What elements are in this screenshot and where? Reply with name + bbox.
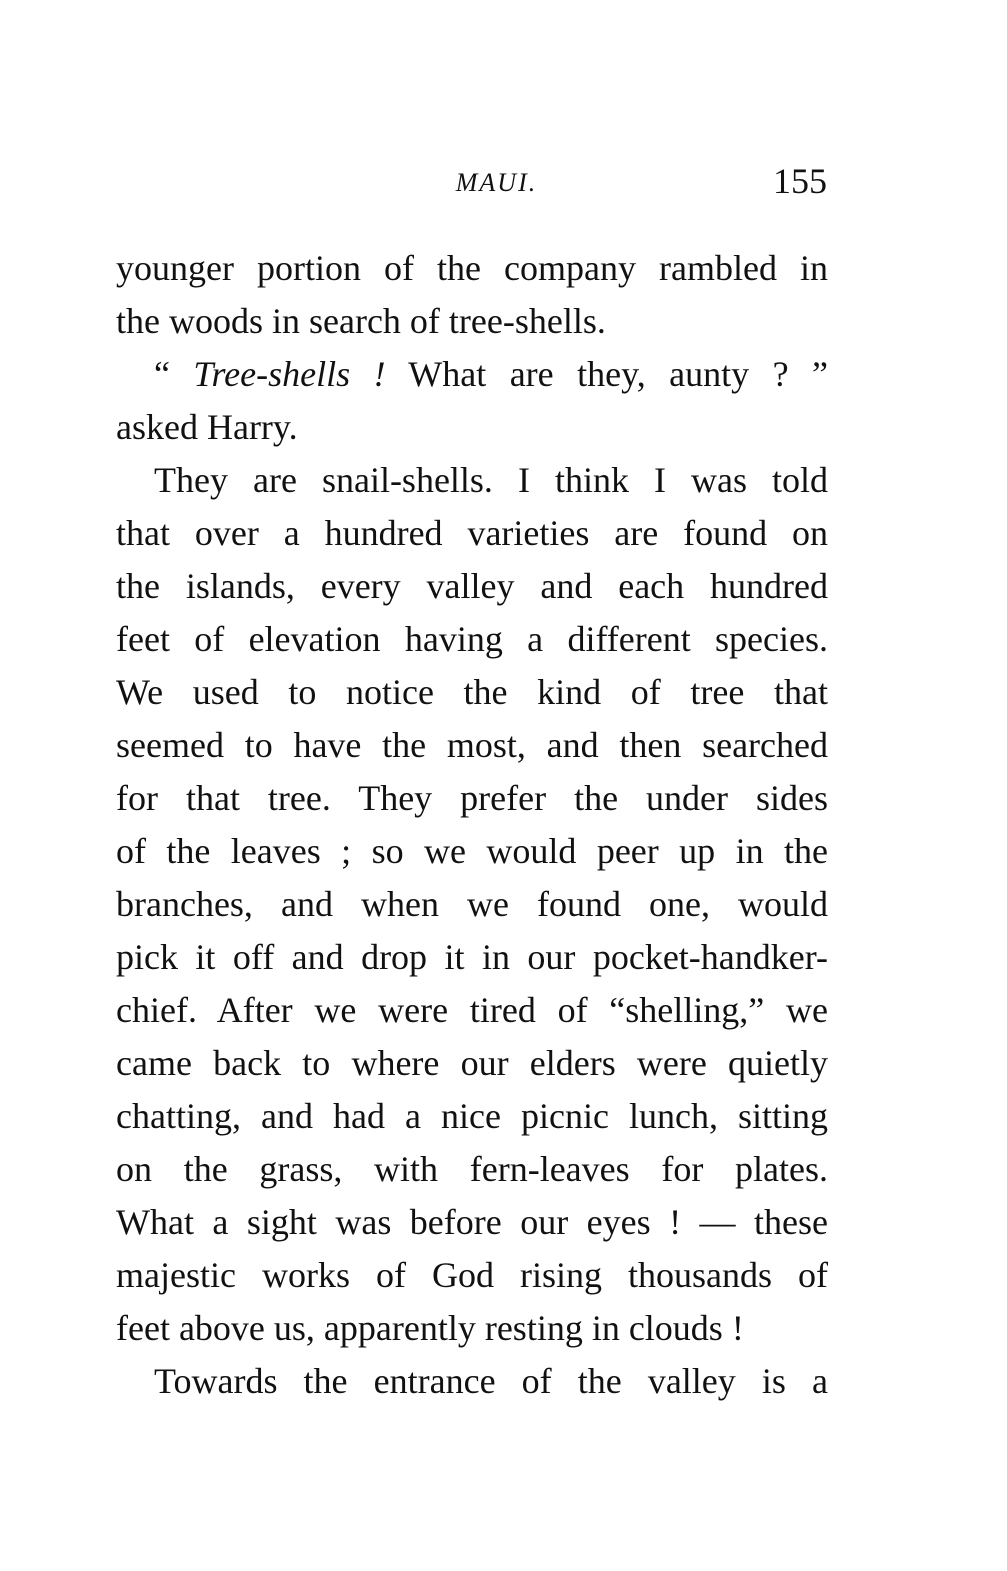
text-line: chief. After we were tired of “shelling,” we bbox=[116, 990, 828, 1030]
text-line: What a sight was before our eyes ! — these bbox=[116, 1202, 828, 1242]
text-line: seemed to have the most, and then searched bbox=[116, 725, 828, 765]
body-text bbox=[116, 242, 828, 1408]
text-line: majestic works of God rising thousands of bbox=[116, 1255, 828, 1295]
text-line: asked Harry. bbox=[116, 407, 298, 447]
text-line: that over a hundred varieties are found on bbox=[116, 513, 828, 553]
text-line: for that tree. They prefer the under sides bbox=[116, 778, 828, 818]
text-line: feet above us, apparently resting in clouds ! bbox=[116, 1308, 744, 1348]
quote-remainder: What are they, aunty ? ” bbox=[385, 354, 828, 394]
text-line: the islands, every valley and each hundred bbox=[116, 566, 828, 606]
text-line: pick it off and drop it in our pocket-handker- bbox=[116, 937, 828, 977]
text-line: They are snail-shells. I think I was told bbox=[154, 460, 828, 500]
text-line: branches, and when we found one, would bbox=[116, 884, 828, 924]
text-line: younger portion of the company rambled in bbox=[116, 248, 828, 288]
text-line bbox=[116, 348, 828, 401]
text-line: came back to where our elders were quietly bbox=[116, 1043, 828, 1083]
text-line: Towards the entrance of the valley is a bbox=[154, 1361, 828, 1401]
text-line: We used to notice the kind of tree that bbox=[116, 672, 828, 712]
open-quote: “ bbox=[154, 354, 194, 394]
text-line: the woods in search of tree-shells. bbox=[116, 301, 606, 341]
page-number: 155 bbox=[773, 161, 827, 201]
text-line: chatting, and had a nice picnic lunch, sitting bbox=[116, 1096, 828, 1136]
text-line: feet of elevation having a different species. bbox=[116, 619, 828, 659]
italic-phrase: Tree-shells ! bbox=[193, 354, 386, 394]
running-title: MAUI. bbox=[455, 168, 538, 197]
text-line: on the grass, with fern-leaves for plates. bbox=[116, 1149, 828, 1189]
text-line: of the leaves ; so we would peer up in the bbox=[116, 831, 828, 871]
